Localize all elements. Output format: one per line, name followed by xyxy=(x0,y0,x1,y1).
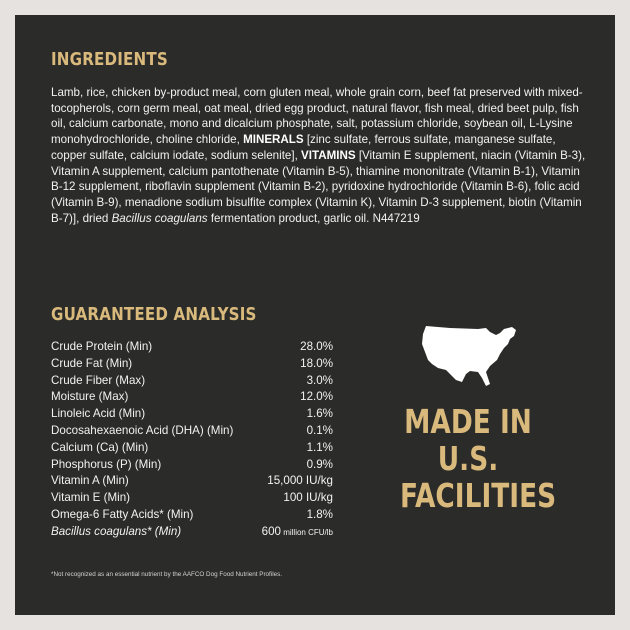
bacillus-italic: Bacillus coagulans xyxy=(111,211,208,225)
analysis-row-value: 18.0% xyxy=(300,356,333,370)
analysis-row-value: 0.1% xyxy=(306,423,333,437)
bacillus-value-number: 600 xyxy=(261,524,281,538)
analysis-row-name: Moisture (Max) xyxy=(51,390,129,404)
analysis-row-name: Calcium (Ca) (Min) xyxy=(51,440,149,454)
analysis-row xyxy=(51,440,333,457)
analysis-row-name: Docosahexaenoic Acid (DHA) (Min) xyxy=(51,423,234,437)
bacillus-value-unit: million CFU/lb xyxy=(280,527,333,537)
analysis-row xyxy=(51,490,333,507)
analysis-row xyxy=(51,457,333,474)
vitamins-label: VITAMINS xyxy=(301,148,356,162)
analysis-row-name: Linoleic Acid (Min) xyxy=(51,407,146,421)
ingredients-text-part1: Lamb, rice, chicken by-product meal, corn gluten meal, whole grain corn, beef fat preserved with mixed-tocopherols, corn germ meal, oat meal, dried egg product, natural flavor, fish meal, dried beet pulp, fish oil, calcium carbonate, mono and dicalcium phosphate, salt, potassium chloride, soybean oil, L-Lysine monohydrochloride, choline chloride, xyxy=(51,86,583,147)
analysis-row-name: Crude Fiber (Max) xyxy=(51,373,146,387)
analysis-row-value: 1.8% xyxy=(306,507,333,521)
analysis-row xyxy=(51,356,333,373)
ingredients-text-part3: [Vitamin E supplement, niacin (Vitamin B-3), Vitamin A supplement, calcium pantothenate (Vitamin B-5), thiamine mononitrate (Vitamin B-1), Vitamin B-12 supplement, riboflavin supplement (Vitamin B-2), pyridoxine hydrochloride (Vitamin B-6), folic acid (Vitamin B-9), menadione sodium bisulfite complex (Vitamin K), Vitamin D-3 supplement, biotin (Vitamin B-7)], dried xyxy=(51,148,586,225)
analysis-row xyxy=(51,406,333,423)
analysis-heading: GUARANTEED ANALYSIS xyxy=(51,304,257,325)
analysis-row xyxy=(51,373,333,390)
badge-line-1: MADE IN xyxy=(404,402,532,441)
ingredients-heading: INGREDIENTS xyxy=(51,49,168,70)
footnote: *Not recognized as an essential nutrient by the AAFCO Dog Food Nutrient Profiles. xyxy=(51,571,283,578)
usa-map-icon xyxy=(420,324,524,388)
analysis-row-bacillus xyxy=(51,524,333,541)
analysis-row-value: 12.0% xyxy=(300,390,333,404)
analysis-row-value: 1.6% xyxy=(306,407,333,421)
analysis-row-value: 100 IU/kg xyxy=(283,491,333,505)
badge-line-2: U.S. xyxy=(437,439,499,478)
analysis-row-value: 15,000 IU/kg xyxy=(267,474,333,488)
analysis-row-name: Vitamin A (Min) xyxy=(51,474,129,488)
minerals-label: MINERALS xyxy=(243,133,304,147)
analysis-row-name: Phosphorus (P) (Min) xyxy=(51,457,162,471)
made-in-usa-badge xyxy=(383,402,557,515)
analysis-row xyxy=(51,339,333,356)
analysis-row-name: Omega-6 Fatty Acids* (Min) xyxy=(51,507,194,521)
analysis-row-name: Crude Protein (Min) xyxy=(51,340,153,353)
ingredients-text-part2: [zinc sulfate, ferrous sulfate, manganese sulfate, copper sulfate, calcium iodate, sodium selenite], xyxy=(51,133,556,162)
analysis-row-name: Crude Fat (Min) xyxy=(51,356,133,370)
analysis-row-value: 0.9% xyxy=(306,457,333,471)
nutrition-panel xyxy=(15,15,615,615)
ingredients-text-part4: fermentation product, garlic oil. N447219 xyxy=(207,211,420,225)
analysis-row-value: 28.0% xyxy=(300,340,333,353)
analysis-row-value: 1.1% xyxy=(306,440,333,454)
analysis-row xyxy=(51,423,333,440)
analysis-row-value xyxy=(262,524,333,541)
ingredients-list xyxy=(51,85,586,226)
analysis-row-name: Vitamin E (Min) xyxy=(51,491,131,505)
analysis-row xyxy=(51,389,333,406)
analysis-row-name: Bacillus coagulans* (Min) xyxy=(51,524,182,538)
analysis-row xyxy=(51,507,333,524)
analysis-row-value: 3.0% xyxy=(306,373,333,387)
analysis-row xyxy=(51,473,333,490)
badge-line-3: FACILITIES xyxy=(400,476,557,515)
analysis-table xyxy=(51,339,333,541)
